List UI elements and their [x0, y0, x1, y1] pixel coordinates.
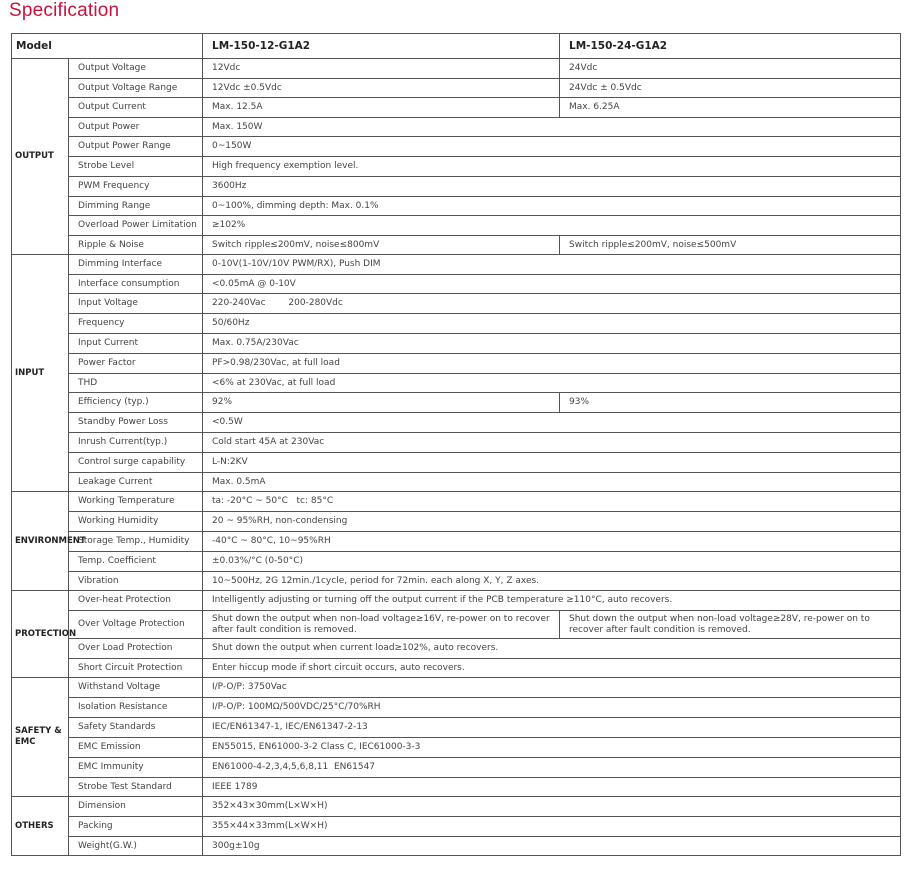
table-row	[12, 79, 901, 98]
table-row	[12, 473, 901, 492]
spec-label: Output Voltage	[69, 59, 203, 79]
spec-value-b: Shut down the output when non-load voltage≥28V, re-power on to recover after fault condition is removed.	[560, 611, 901, 639]
spec-value: 0~150W	[203, 137, 901, 157]
spec-label: Working Humidity	[69, 512, 203, 532]
spec-value: 0-10V(1-10V/10V PWM/RX), Push DIM	[203, 255, 901, 275]
spec-label: Output Power	[69, 118, 203, 137]
spec-label: Standby Power Loss	[69, 413, 203, 433]
table-row	[12, 778, 901, 797]
spec-label: Withstand Voltage	[69, 678, 203, 698]
spec-label: Leakage Current	[69, 473, 203, 492]
table-row	[12, 492, 901, 512]
spec-label: Dimming Range	[69, 197, 203, 216]
table-row	[12, 512, 901, 532]
spec-label: Dimming Interface	[69, 255, 203, 275]
model-b-header: LM-150-24-G1A2	[560, 34, 901, 59]
spec-label: Ripple & Noise	[69, 236, 203, 255]
table-row	[12, 374, 901, 393]
spec-value: EN61000-4-2,3,4,5,6,8,11 EN61547	[203, 758, 901, 778]
spec-value: IEC/EN61347-1, IEC/EN61347-2-13	[203, 718, 901, 738]
table-row	[12, 334, 901, 354]
spec-value: L-N:2KV	[203, 453, 901, 473]
table-row	[12, 758, 901, 778]
spec-label: Vibration	[69, 572, 203, 591]
spec-value: I/P-O/P: 3750Vac	[203, 678, 901, 698]
spec-value: Max. 0.5mA	[203, 473, 901, 492]
table-row	[12, 611, 901, 639]
spec-label: EMC Emission	[69, 738, 203, 758]
spec-value: -40°C ~ 80°C, 10~95%RH	[203, 532, 901, 552]
spec-label: Power Factor	[69, 354, 203, 374]
spec-label: Efficiency (typ.)	[69, 393, 203, 413]
table-row	[12, 591, 901, 611]
spec-value: 220-240Vac 200-280Vdc	[203, 294, 901, 314]
spec-value: Shut down the output when current load≥102%, auto recovers.	[203, 639, 901, 659]
spec-value: IEEE 1789	[203, 778, 901, 797]
table-row	[12, 817, 901, 837]
spec-value: <6% at 230Vac, at full load	[203, 374, 901, 393]
spec-value: Switch ripple≤200mV, noise≤800mV	[203, 236, 560, 255]
spec-value: 352×43×30mm(L×W×H)	[203, 797, 901, 817]
spec-label: Working Temperature	[69, 492, 203, 512]
spec-value: Enter hiccup mode if short circuit occurs, auto recovers.	[203, 659, 901, 678]
spec-value-b: Switch ripple≤200mV, noise≤500mV	[560, 236, 901, 255]
table-row	[12, 797, 901, 817]
table-row	[12, 294, 901, 314]
table-row	[12, 453, 901, 473]
spec-label: THD	[69, 374, 203, 393]
spec-value: Intelligently adjusting or turning off the output current if the PCB temperature ≥110°C, auto recovers.	[203, 591, 901, 611]
spec-value: 12Vdc	[203, 59, 560, 79]
spec-label: Safety Standards	[69, 718, 203, 738]
spec-value: 0~100%, dimming depth: Max. 0.1%	[203, 197, 901, 216]
spec-label: Strobe Level	[69, 157, 203, 177]
table-row	[12, 59, 901, 79]
table-row	[12, 738, 901, 758]
table-row	[12, 393, 901, 413]
table-row	[12, 98, 901, 118]
table-row	[12, 216, 901, 236]
group-label: SAFETY & EMC	[12, 678, 69, 797]
spec-label: Frequency	[69, 314, 203, 334]
group-label: OTHERS	[12, 797, 69, 856]
spec-label: PWM Frequency	[69, 177, 203, 197]
group-label: INPUT	[12, 255, 69, 492]
table-row	[12, 639, 901, 659]
table-row	[12, 678, 901, 698]
spec-label: Interface consumption	[69, 275, 203, 294]
table-row	[12, 552, 901, 572]
spec-value: 355×44×33mm(L×W×H)	[203, 817, 901, 837]
spec-value: ±0.03%/°C (0-50°C)	[203, 552, 901, 572]
table-row	[12, 177, 901, 197]
spec-label: Control surge capability	[69, 453, 203, 473]
table-row	[12, 314, 901, 334]
spec-label: Isolation Resistance	[69, 698, 203, 718]
table-row	[12, 572, 901, 591]
spec-value: 10~500Hz, 2G 12min./1cycle, period for 72min. each along X, Y, Z axes.	[203, 572, 901, 591]
spec-label: Short Circuit Protection	[69, 659, 203, 678]
table-row	[12, 157, 901, 177]
spec-value: <0.05mA @ 0-10V	[203, 275, 901, 294]
table-row	[12, 433, 901, 453]
table-row	[12, 137, 901, 157]
table-row	[12, 532, 901, 552]
spec-label: Inrush Current(typ.)	[69, 433, 203, 453]
spec-label: Over-heat Protection	[69, 591, 203, 611]
spec-value: Max. 0.75A/230Vac	[203, 334, 901, 354]
spec-value-b: Max. 6.25A	[560, 98, 901, 118]
spec-value: PF>0.98/230Vac, at full load	[203, 354, 901, 374]
spec-label: Storage Temp., Humidity	[69, 532, 203, 552]
table-row	[12, 354, 901, 374]
spec-value: Max. 150W	[203, 118, 901, 137]
spec-value: 12Vdc ±0.5Vdc	[203, 79, 560, 98]
table-row	[12, 255, 901, 275]
spec-label: Over Voltage Protection	[69, 611, 203, 639]
spec-label: Strobe Test Standard	[69, 778, 203, 797]
spec-value: EN55015, EN61000-3-2 Class C, IEC61000-3-3	[203, 738, 901, 758]
spec-value: Cold start 45A at 230Vac	[203, 433, 901, 453]
spec-label: Temp. Coefficient	[69, 552, 203, 572]
group-label: PROTECTION	[12, 591, 69, 678]
spec-label: Input Current	[69, 334, 203, 354]
spec-value: 50/60Hz	[203, 314, 901, 334]
table-row	[12, 118, 901, 137]
group-label: ENVIRONMENT	[12, 492, 69, 591]
table-row	[12, 837, 901, 856]
table-row	[12, 659, 901, 678]
spec-value: 20 ~ 95%RH, non-condensing	[203, 512, 901, 532]
spec-label: Over Load Protection	[69, 639, 203, 659]
spec-label: Input Voltage	[69, 294, 203, 314]
table-header-row	[12, 34, 901, 59]
spec-value-b: 93%	[560, 393, 901, 413]
group-label: OUTPUT	[12, 59, 69, 255]
table-row	[12, 275, 901, 294]
spec-value: 92%	[203, 393, 560, 413]
spec-value: 300g±10g	[203, 837, 901, 856]
spec-label: Weight(G.W.)	[69, 837, 203, 856]
spec-label: EMC Immunity	[69, 758, 203, 778]
spec-value-b: 24Vdc	[560, 59, 901, 79]
spec-value: Shut down the output when non-load voltage≥16V, re-power on to recover after fault condition is removed.	[203, 611, 560, 639]
table-row	[12, 718, 901, 738]
specification-body	[12, 59, 901, 856]
spec-label: Overload Power Limitation	[69, 216, 203, 236]
specification-table	[11, 33, 901, 856]
spec-label: Output Power Range	[69, 137, 203, 157]
spec-value: I/P-O/P: 100MΩ/500VDC/25°C/70%RH	[203, 698, 901, 718]
spec-value: Max. 12.5A	[203, 98, 560, 118]
spec-label: Output Current	[69, 98, 203, 118]
model-header: Model	[12, 34, 203, 59]
spec-value: High frequency exemption level.	[203, 157, 901, 177]
spec-label: Packing	[69, 817, 203, 837]
table-row	[12, 698, 901, 718]
table-row	[12, 197, 901, 216]
table-row	[12, 236, 901, 255]
spec-value: 3600Hz	[203, 177, 901, 197]
table-row	[12, 413, 901, 433]
model-a-header: LM-150-12-G1A2	[203, 34, 560, 59]
spec-value: <0.5W	[203, 413, 901, 433]
spec-value: ta: -20°C ~ 50°C tc: 85°C	[203, 492, 901, 512]
spec-value: ≥102%	[203, 216, 901, 236]
spec-label: Output Voltage Range	[69, 79, 203, 98]
page-title: Specification	[9, 0, 120, 21]
spec-label: Dimension	[69, 797, 203, 817]
spec-value-b: 24Vdc ± 0.5Vdc	[560, 79, 901, 98]
